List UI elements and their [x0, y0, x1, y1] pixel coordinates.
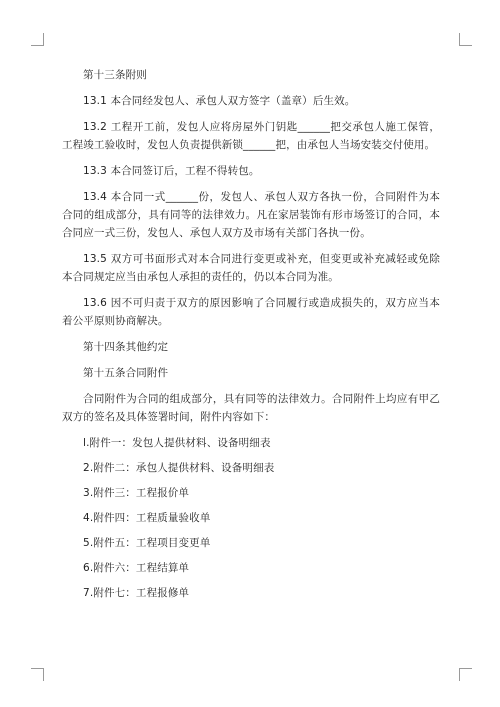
clause-13-1: 13.1 本合同经发包人、承包人双方签字（盖章）后生效。	[83, 95, 356, 107]
clause-13-6: 13.6 因不可归责于双方的原因影响了合同履行或造成损失的，双方应当本着公平原则协商解决。	[62, 297, 440, 327]
document-body	[62, 66, 440, 609]
attachment-item: 7.附件七：工程报修单	[83, 587, 190, 599]
attachment-item: 3.附件三：工程报价单	[83, 487, 190, 499]
clause-13-2: 13.2 工程开工前，发包人应将房屋外门钥匙______把交承包人施工保管，工程竣工验收时，发包人负责提供新锁______把，由承包人当场安装交付使用。	[62, 121, 440, 151]
crop-mark-top-right	[459, 33, 472, 46]
clause-13-4: 13.4 本合同一式______份，发包人、承包人双方各执一份，合同附件为本合同的组成部分，具有同等的法律效力。凡在家居装饰有形市场签订的合同，本合同应一式三份，发包人、承包人双方及市场有关部门各执一份。	[62, 191, 440, 239]
attachment-item: 5.附件五：工程项目变更单	[83, 537, 211, 549]
article-15-heading: 第十五条合同附件	[83, 367, 169, 379]
clause-13-3: 13.3 本合同签订后，工程不得转包。	[83, 165, 260, 177]
attachment-item: 6.附件六：工程结算单	[83, 562, 190, 574]
article-13-heading: 第十三条附则	[83, 69, 147, 81]
attachment-item: 4.附件四：工程质量验收单	[83, 512, 211, 524]
attachment-item: l.附件一：发包人提供材料、设备明细表	[83, 437, 271, 449]
attachment-item: 2.附件二：承包人提供材料、设备明细表	[83, 462, 275, 474]
clause-13-5: 13.5 双方可书面形式对本合同进行变更或补充，但变更或补充减轻或免除本合同规定应当由承包人承担的责任的，仍以本合同为准。	[62, 253, 440, 283]
crop-mark-bottom-right	[459, 668, 472, 681]
crop-mark-bottom-left	[31, 668, 44, 681]
attachments-intro: 合同附件为合同的组成部分，具有同等的法律效力。合同附件上均应有甲乙双方的签名及具体签署时间，附件内容如下：	[62, 393, 440, 423]
article-14-heading: 第十四条其他约定	[83, 341, 169, 353]
crop-mark-top-left	[31, 33, 44, 46]
